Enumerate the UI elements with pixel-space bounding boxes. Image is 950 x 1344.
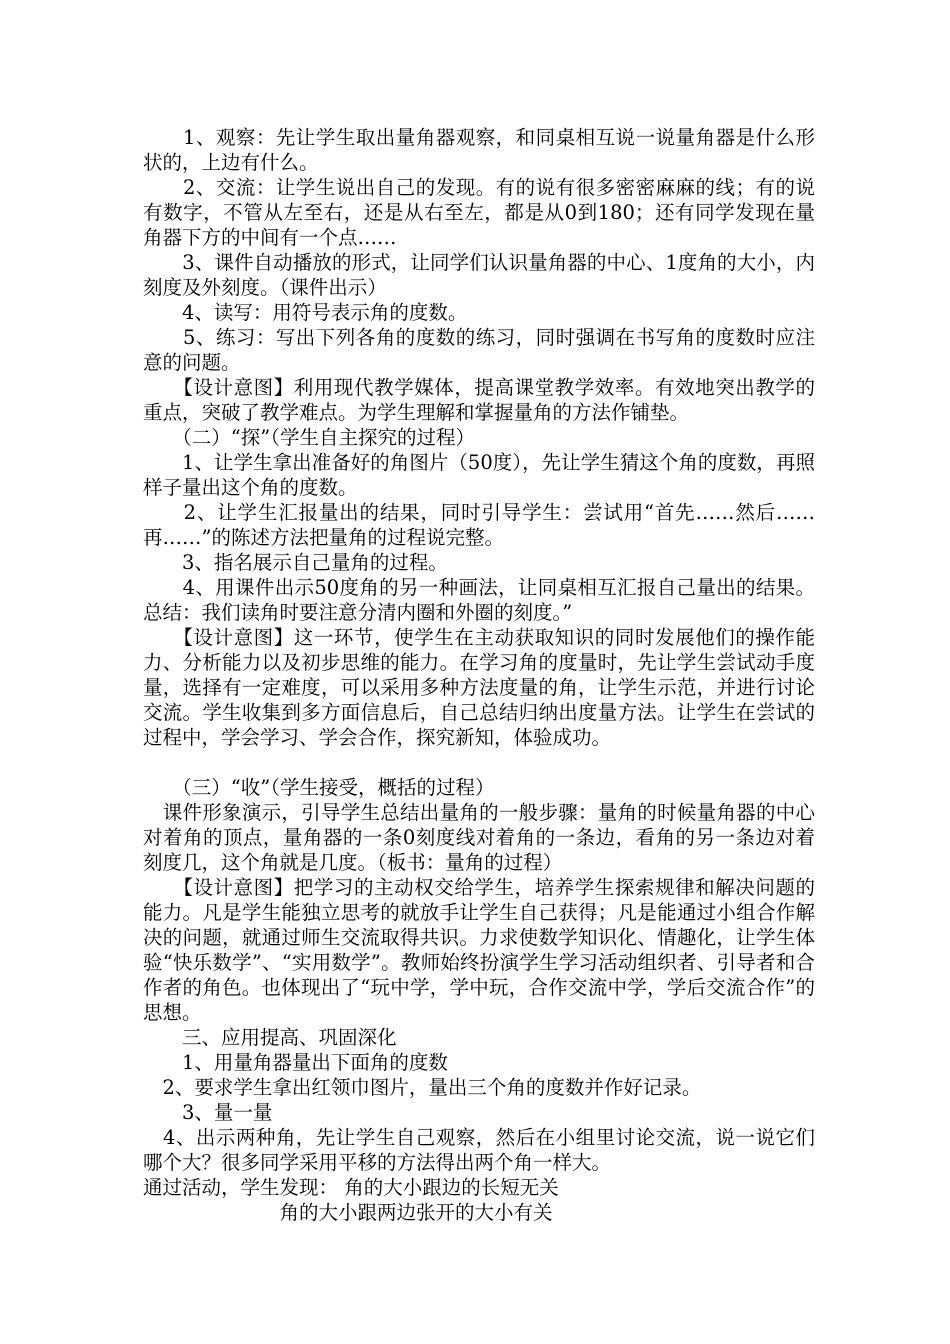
paragraph-design-intent-1: 【设计意图】利用现代教学媒体，提高课堂教学效率。有效地突出教学的重点，突破了教学难点。为学生理解和掌握量角的方法作铺垫。: [143, 376, 815, 424]
paragraph-apply-4: 4、出示两种角，先让学生自己观察，然后在小组里讨论交流，说一说它们哪个大？很多同学采用平移的方法得出两个角一样大。: [143, 1126, 815, 1174]
paragraph-design-intent-2: 【设计意图】这一环节，使学生在主动获取知识的同时发展他们的操作能力、分析能力以及初步思维的能力。在学习角的度量时，先让学生尝试动手度量，选择有一定难度，可以采用多种方法度量的角，让学生示范，并进行讨论交流。学生收集到多方面信息后，自己总结归纳出度量方法。让学生在尝试的过程中，学会学习、学会合作，探究新知，体验成功。: [143, 626, 815, 749]
paragraph-practice: 5、练习：写出下列各角的度数的练习，同时强调在书写角的度数时应注意的问题。: [143, 326, 815, 374]
paragraph-explore-2: 2、让学生汇报量出的结果，同时引导学生：尝试用“首先……然后……再……”的陈述方法把量角的过程说完整。: [143, 501, 815, 549]
paragraph-collect: 课件形象演示，引导学生总结出量角的一般步骤：量角的时候量角器的中心对着角的顶点，量角器的一条0刻度线对着角的一条边，看角的另一条边对着刻度几，这个角就是几度。（板书：量角的过程）: [143, 801, 815, 874]
paragraph-explore-4: 4、用课件出示50度角的另一种画法，让同桌相互汇报自己量出的结果。总结：我们读角时要注意分清内圈和外圈的刻度。”: [143, 576, 815, 624]
paragraph-courseware: 3、课件自动播放的形式，让同学们认识量角器的中心、1度角的大小，内刻度及外刻度。（课件出示）: [143, 251, 815, 299]
paragraph-apply-3: 3、量一量: [143, 1101, 273, 1124]
conclusion-line-1: 通过活动，学生发现： 角的大小跟边的长短无关: [143, 1176, 559, 1199]
paragraph-explore-1: 1、让学生拿出准备好的角图片（50度），先让学生猜这个角的度数，再照样子量出这个角的度数。: [143, 451, 815, 499]
section-heading-apply: 三、应用提高、巩固深化: [143, 1026, 397, 1049]
paragraph-read-write: 4、读写：用符号表示角的度数。: [143, 301, 468, 324]
paragraph-apply-2: 2、要求学生拿出红领巾图片，量出三个角的度数并作好记录。: [143, 1076, 702, 1099]
paragraph-apply-1: 1、用量角器量出下面角的度数: [143, 1051, 448, 1074]
section-heading-collect: （三）“收”（学生接受，概括的过程）: [143, 776, 495, 799]
paragraph-observe: 1、观察：先让学生取出量角器观察，和同桌相互说一说量角器是什么形状的，上边有什么。: [143, 126, 815, 174]
paragraph-explore-3: 3、指名展示自己量角的过程。: [143, 551, 448, 574]
paragraph-exchange: 2、交流：让学生说出自己的发现。有的说有很多密密麻麻的线；有的说有数字，不管从左至右，还是从右至左，都是从0到180；还有同学发现在量角器下方的中间有一个点……: [143, 176, 815, 249]
section-heading-explore: （二）“探”（学生自主探究的过程）: [143, 426, 475, 449]
conclusion-line-2: 角的大小跟两边张开的大小有关: [143, 1201, 553, 1224]
paragraph-design-intent-3: 【设计意图】把学习的主动权交给学生，培养学生探索规律和解决问题的能力。凡是学生能独立思考的就放手让学生自己获得；凡是能通过小组合作解决的问题，就通过师生交流取得共识。力求使数学知识化、情趣化，让学生体验“快乐数学”、“实用数学”。教师始终扮演学生学习活动组织者、引导者和合作者的角色。也体现出了“玩中学，学中玩，合作交流中学，学后交流合作”的思想。: [143, 876, 815, 1024]
